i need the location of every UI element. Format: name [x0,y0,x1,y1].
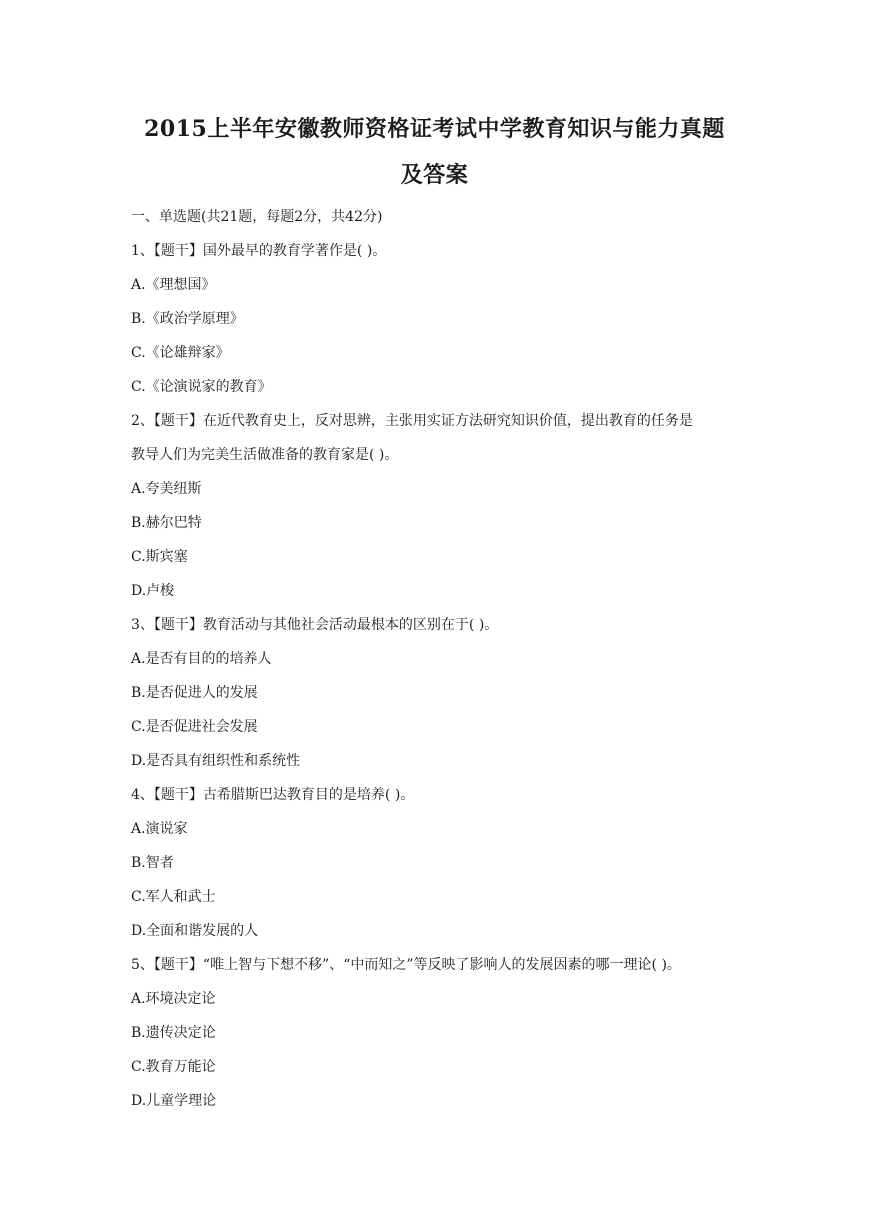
option-a: A.演说家 [131,821,188,837]
option-d: C.《论演说家的教育》 [131,379,272,395]
option-b: B.是否促进人的发展 [131,685,258,701]
option-c: C.是否促进社会发展 [131,719,258,735]
option-b: B.《政治学原理》 [131,311,244,327]
section-header: 一、单选题(共21题，每题2分，共42分) [131,209,383,225]
option-c: C.斯宾塞 [131,549,188,565]
question-stem: 3、【题干】教育活动与其他社会活动最根本的区别在于( )。 [131,617,499,633]
option-b: B.赫尔巴特 [131,515,202,531]
question-3 [131,608,751,778]
question-stem: 5、【题干】“唯上智与下想不移”、“中而知之”等反映了影响人的发展因素的哪一理论( )。 [131,957,681,973]
option-d: D.全面和谐发展的人 [131,923,259,939]
question-1 [131,234,751,404]
question-stem-continued: 教导人们为完美生活做准备的教育家是( )。 [131,447,399,463]
document-title-line-1: 2015上半年安徽教师资格证考试中学教育知识与能力真题 [144,116,725,142]
question-stem: 4、【题干】古希腊斯巴达教育目的是培养( )。 [131,787,415,803]
option-a: A.环境决定论 [131,991,216,1007]
document-title-line-2: 及答案 [400,162,469,188]
option-a: A.《理想国》 [131,277,216,293]
question-5 [131,948,751,1118]
question-stem: 1、【题干】国外最早的教育学著作是( )。 [131,243,387,259]
option-c: C.《论雄辩家》 [131,345,230,361]
option-c: C.军人和武士 [131,889,216,905]
option-a: A.是否有目的的培养人 [131,651,272,667]
question-4 [131,778,751,948]
option-a: A.夸美纽斯 [131,481,202,497]
option-c: C.教育万能论 [131,1059,216,1075]
question-stem: 2、【题干】在近代教育史上，反对思辨，主张用实证方法研究知识价值，提出教育的任务是 [131,413,693,429]
option-d: D.是否具有组织性和系统性 [131,753,301,769]
option-d: D.儿童学理论 [131,1093,217,1109]
option-b: B.智者 [131,855,174,871]
option-b: B.遗传决定论 [131,1025,216,1041]
question-2 [131,404,751,608]
document-body [131,200,751,1118]
option-d: D.卢梭 [131,583,175,599]
